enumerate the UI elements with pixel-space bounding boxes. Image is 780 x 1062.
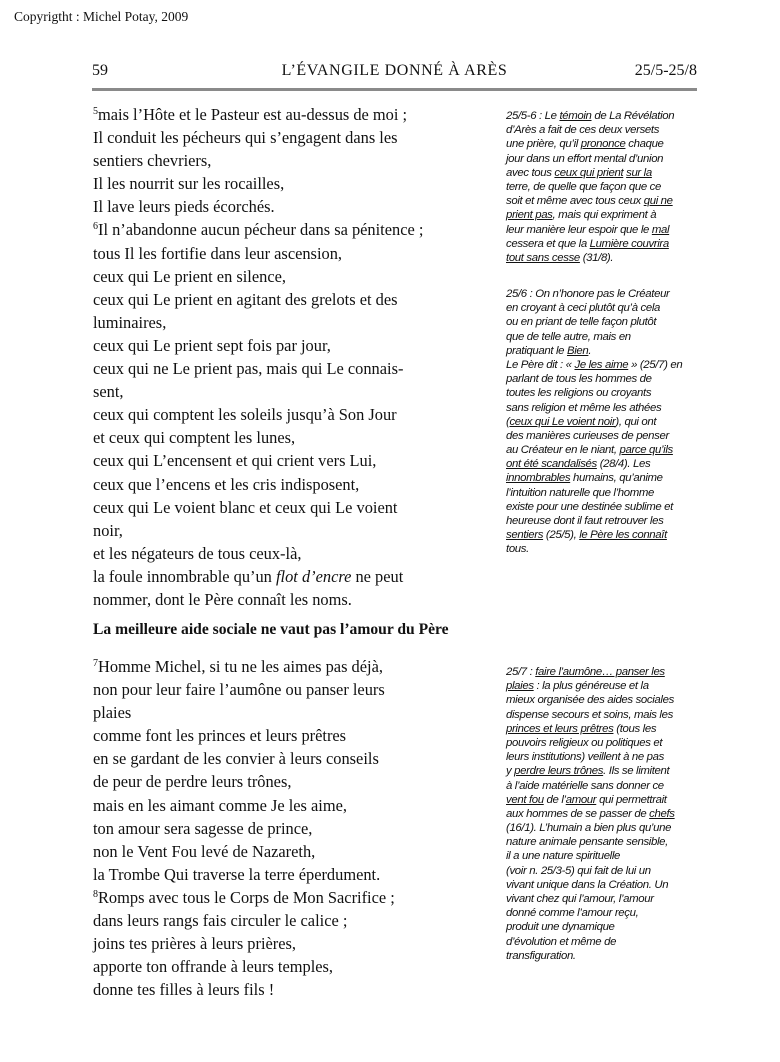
underlined-run: qui ne xyxy=(643,195,673,208)
verse-line xyxy=(93,126,498,149)
note-line xyxy=(506,486,702,500)
text-run: en se gardant de les convier à leurs conseils xyxy=(93,749,379,769)
text-run: d’évolution et même de xyxy=(506,935,617,948)
verse-line xyxy=(93,955,498,978)
italic-run: flot d’encre xyxy=(275,566,352,586)
verse-line xyxy=(93,357,498,380)
text-run: » (25/7) en xyxy=(628,358,683,371)
text-run: leur manière leur espoir que le xyxy=(506,223,652,236)
text-run: ou en priant de telle façon plutôt xyxy=(506,316,657,329)
text-run: au Créateur en le niant, xyxy=(506,444,620,457)
note-line xyxy=(506,358,702,372)
text-run: des manières curieuses de penser xyxy=(506,429,669,442)
verse-line xyxy=(93,909,498,932)
underlined-run: Je les aime xyxy=(574,358,629,371)
underlined-run: prient pas xyxy=(506,209,553,222)
verse-line xyxy=(93,701,498,724)
note-line xyxy=(506,330,702,344)
note-line xyxy=(506,344,702,358)
text-run: en croyant à ceci plutôt qu’à cela xyxy=(506,302,660,315)
verse-line xyxy=(93,747,498,770)
text-run: donné comme l’amour reçu, xyxy=(506,907,639,920)
underlined-run: Bien xyxy=(566,344,589,357)
note-line xyxy=(506,807,702,821)
text-run: parlant de tous les hommes de xyxy=(506,373,652,386)
verse-line xyxy=(93,565,498,588)
text-run: que de telle autre, mais en xyxy=(506,330,631,343)
underlined-run: vent fou xyxy=(506,793,544,806)
note-line xyxy=(506,708,702,722)
text-run: une prière, qu’il xyxy=(506,138,581,151)
text-run: aux hommes de se passer de xyxy=(506,807,650,820)
text-run: ceux qui Le prient en silence, xyxy=(93,266,286,286)
note-line xyxy=(506,137,702,151)
note-line xyxy=(506,415,702,429)
page-header xyxy=(92,62,697,82)
note-line xyxy=(506,180,702,194)
note-line xyxy=(506,194,702,208)
verse-line xyxy=(93,932,498,955)
verse-line xyxy=(93,288,498,311)
underlined-run: amour xyxy=(565,793,597,806)
verse-block-top xyxy=(93,103,498,611)
note-line xyxy=(506,386,702,400)
verse-line xyxy=(93,840,498,863)
verse-line xyxy=(93,334,498,357)
text-run: leurs institutions) veillent à ne pas xyxy=(506,751,664,764)
text-run: tous Il les fortifie dans leur ascension, xyxy=(93,243,342,263)
header-rule xyxy=(92,88,697,91)
verse-line xyxy=(93,403,498,426)
text-run: soit et même avec tous ceux xyxy=(506,195,644,208)
verse-line xyxy=(93,519,498,542)
text-run: qui permettrait xyxy=(596,793,667,806)
text-run: ceux qui L’encensent et qui crient vers Lui, xyxy=(93,451,377,471)
underlined-run: innombrables xyxy=(506,472,571,485)
text-run: il a une nature spirituelle xyxy=(506,850,621,863)
note-line xyxy=(506,251,702,265)
text-run: 25/5-6 : Le xyxy=(506,110,560,122)
verse-line xyxy=(93,542,498,565)
text-run: terre, de quelle que façon que ce xyxy=(506,180,661,193)
text-run: dispense secours et soins, mais les xyxy=(506,708,673,721)
copyright-notice: Copyrigtht : Michel Potay, 2009 xyxy=(14,9,189,24)
text-run: nommer, dont le Père connaît les noms. xyxy=(93,589,352,609)
text-run: (25/5), xyxy=(543,529,580,542)
note-line xyxy=(506,315,702,329)
note-line xyxy=(506,109,702,123)
note-line xyxy=(506,793,702,807)
underlined-run: parce qu’ils xyxy=(619,444,673,457)
text-run: ne peut xyxy=(351,566,404,586)
text-run: plaies xyxy=(93,703,132,723)
text-run: pouvoirs religieux ou politiques et xyxy=(506,736,663,749)
text-run: avec tous xyxy=(506,166,555,179)
verse-line xyxy=(93,978,498,1001)
note-line xyxy=(506,864,702,878)
underlined-run: perdre leurs trônes xyxy=(514,765,604,778)
text-run: Il les nourrit sur les rocailles, xyxy=(93,174,285,194)
note-line xyxy=(506,821,702,835)
verse-number: 5 xyxy=(93,106,98,117)
text-run: ), qui ont xyxy=(615,415,657,428)
text-run: ceux qui Le prient sept fois par jour, xyxy=(93,335,331,355)
text-run: Il lave leurs pieds écorchés. xyxy=(93,197,275,217)
text-run: existe pour une destinée sublime et xyxy=(506,500,673,513)
note-line xyxy=(506,208,702,222)
text-run: Romps avec tous le Corps de Mon Sacrifice ; xyxy=(98,887,395,907)
underlined-run: le Père les connaît xyxy=(579,529,667,542)
text-run: de peur de perdre leurs trônes, xyxy=(93,772,292,792)
verse-line xyxy=(93,770,498,793)
note-line xyxy=(506,878,702,892)
note-line xyxy=(506,166,702,180)
note-line xyxy=(506,443,702,457)
text-run: ceux qui comptent les soleils jusqu’à Son Jour xyxy=(93,405,397,425)
verse-number: 7 xyxy=(93,658,98,669)
verse-line xyxy=(93,449,498,472)
verse-line xyxy=(93,218,498,241)
text-run: de l’ xyxy=(543,793,566,806)
verse-line xyxy=(93,426,498,449)
note-line xyxy=(506,935,702,949)
text-run: (tous les xyxy=(613,722,657,735)
note-line xyxy=(506,457,702,471)
note-line xyxy=(506,152,702,166)
text-run: ( xyxy=(506,415,510,428)
text-run: pratiquant le xyxy=(506,344,567,357)
text-run: nature animale pensante sensible, xyxy=(506,836,668,849)
note-line xyxy=(506,372,702,386)
text-run: apporte ton offrande à leurs temples, xyxy=(93,957,334,977)
text-run: , mais qui expriment à xyxy=(552,209,657,222)
verse-block-bottom xyxy=(93,655,498,1001)
verse-number: 6 xyxy=(93,221,98,233)
text-run: 25/7 : xyxy=(506,666,536,678)
underlined-run: plaies xyxy=(506,680,534,693)
underlined-run: témoin xyxy=(559,110,592,122)
note-line xyxy=(506,471,702,485)
underlined-run: Lumière couvrira xyxy=(589,237,669,250)
commentary-note-25-6 xyxy=(506,287,702,557)
note-line xyxy=(506,287,702,301)
text-run: sentiers chevriers, xyxy=(93,151,212,171)
text-run: vivant chez qui l’amour, l’amour xyxy=(506,893,654,905)
text-run: ceux qui Le voient blanc et ceux qui Le voient xyxy=(93,497,398,517)
text-run: produit une dynamique xyxy=(506,921,615,934)
verse-line xyxy=(93,380,498,403)
text-run: : la plus généreuse et la xyxy=(533,680,649,693)
note-line xyxy=(506,722,702,736)
text-run: . xyxy=(588,344,592,357)
chapter-reference: 25/5-25/8 xyxy=(634,62,697,79)
text-run: heureuse dont il faut retrouver les xyxy=(506,515,664,527)
text-run: sans religion et même les athées xyxy=(506,401,662,414)
text-run: chaque xyxy=(625,138,664,151)
verse-line xyxy=(93,655,498,678)
text-run: et les négateurs de tous ceux-là, xyxy=(93,543,302,563)
text-run: mieux organisée des aides sociales xyxy=(506,694,674,707)
note-line xyxy=(506,892,702,906)
note-line xyxy=(506,301,702,315)
note-line xyxy=(506,764,702,778)
underlined-run: tout sans cesse xyxy=(506,251,580,264)
verse-line xyxy=(93,172,498,195)
text-run: Il conduit les pécheurs qui s’engagent dans les xyxy=(93,128,398,148)
underlined-run: ceux qui prient xyxy=(554,166,624,179)
text-run: jour dans un effort mental d’union xyxy=(506,152,664,165)
verse-line xyxy=(93,103,498,126)
underlined-run: prononce xyxy=(580,138,626,151)
note-line xyxy=(506,949,702,963)
verse-line xyxy=(93,794,498,817)
text-run: non pour leur faire l’aumône ou panser leurs xyxy=(93,680,385,700)
verse-line xyxy=(93,195,498,218)
underlined-run: mal xyxy=(651,223,670,236)
note-line xyxy=(506,500,702,514)
text-run: joins tes prières à leurs prières, xyxy=(93,934,296,954)
note-line xyxy=(506,779,702,793)
text-run: d’Arès a fait de ces deux versets xyxy=(506,124,660,137)
verse-line xyxy=(93,496,498,519)
book-title: L’ÉVANGILE DONNÉ À ARÈS xyxy=(281,62,508,79)
text-run: la foule innombrable qu’un xyxy=(93,566,276,586)
text-run: (voir n. 25/3-5) qui fait de lui un xyxy=(506,864,651,877)
note-line xyxy=(506,920,702,934)
verse-line xyxy=(93,588,498,611)
note-line xyxy=(506,237,702,251)
text-run: mais en les aimant comme Je les aime, xyxy=(93,795,347,815)
text-run: sent, xyxy=(93,382,124,402)
text-run: noir, xyxy=(93,520,123,540)
text-run: vivant unique dans la Création. Un xyxy=(506,878,669,891)
note-line xyxy=(506,542,702,556)
text-run: non le Vent Fou levé de Nazareth, xyxy=(93,841,316,861)
verse-line xyxy=(93,265,498,288)
verse-line xyxy=(93,473,498,496)
note-line xyxy=(506,429,702,443)
text-run: donne tes filles à leurs fils ! xyxy=(93,980,275,1000)
verse-number: 8 xyxy=(93,888,98,900)
text-run: et ceux qui comptent les lunes, xyxy=(93,428,296,448)
underlined-run: chefs xyxy=(649,807,675,820)
page-number: 59 xyxy=(92,62,108,79)
verse-line xyxy=(93,242,498,265)
verse-line xyxy=(93,886,498,909)
text-run: tous. xyxy=(506,543,529,556)
text-run: (31/8). xyxy=(579,251,614,264)
text-run: Homme Michel, si tu ne les aimes pas déjà, xyxy=(98,657,383,676)
note-line xyxy=(506,665,702,679)
text-run: (16/1). L’humain a bien plus qu’une xyxy=(506,822,672,835)
note-line xyxy=(506,123,702,137)
text-run: ceux qui Le prient en agitant des grelots et des xyxy=(93,289,398,309)
text-run: transfiguration. xyxy=(506,949,576,962)
text-run: . Ils se limitent xyxy=(603,765,670,778)
text-run: mais l’Hôte et le Pasteur est au-dessus de moi ; xyxy=(98,105,408,124)
text-run: à l’aide matérielle sans donner ce xyxy=(506,779,664,792)
note-line xyxy=(506,528,702,542)
text-run: toutes les religions ou croyants xyxy=(506,387,652,400)
note-line xyxy=(506,849,702,863)
text-run: humains, qu’anime xyxy=(570,472,663,485)
underlined-run: ceux qui Le voient noir xyxy=(509,415,616,428)
commentary-note-25-7 xyxy=(506,665,702,963)
underlined-run: sur la xyxy=(626,166,652,179)
underlined-run: faire l’aumône… panser les xyxy=(535,666,665,678)
text-run: ceux que l’encens et les cris indisposent, xyxy=(93,474,360,494)
note-line xyxy=(506,223,702,237)
text-run: l’intuition naturelle que l’homme xyxy=(506,486,655,499)
note-line xyxy=(506,906,702,920)
text-run: (28/4). Les xyxy=(596,458,651,471)
text-run: ton amour sera sagesse de prince, xyxy=(93,818,313,838)
verse-line xyxy=(93,863,498,886)
note-line xyxy=(506,835,702,849)
verse-line xyxy=(93,817,498,840)
text-run: de La Révélation xyxy=(591,110,675,122)
text-run: ceux qui ne Le prient pas, mais qui Le connais- xyxy=(93,359,404,379)
note-line xyxy=(506,750,702,764)
text-run: Le Père dit : « xyxy=(506,358,575,371)
note-line xyxy=(506,514,702,528)
underlined-run: princes et leurs prêtres xyxy=(506,722,614,735)
text-run: y xyxy=(506,765,515,778)
verse-line xyxy=(93,311,498,334)
text-run: Il n’abandonne aucun pécheur dans sa pénitence ; xyxy=(98,220,424,240)
text-run: dans leurs rangs fais circuler le calice ; xyxy=(93,911,348,931)
text-run: luminaires, xyxy=(93,312,167,332)
verse-line xyxy=(93,724,498,747)
underlined-run: ont été scandalisés xyxy=(506,458,597,471)
verse-line xyxy=(93,678,498,701)
note-line xyxy=(506,401,702,415)
note-line xyxy=(506,679,702,693)
text-run: cessera et que la xyxy=(506,237,590,250)
verse-line xyxy=(93,149,498,172)
text-run: 25/6 : On n’honore pas le Créateur xyxy=(506,288,670,300)
underlined-run: sentiers xyxy=(506,529,544,542)
text-run: la Trombe Qui traverse la terre éperdument. xyxy=(93,864,381,884)
section-heading: La meilleure aide sociale ne vaut pas l’amour du Père xyxy=(93,621,449,638)
commentary-note-25-5-6 xyxy=(506,109,702,265)
text-run: comme font les princes et leurs prêtres xyxy=(93,726,347,746)
note-line xyxy=(506,736,702,750)
note-line xyxy=(506,693,702,707)
